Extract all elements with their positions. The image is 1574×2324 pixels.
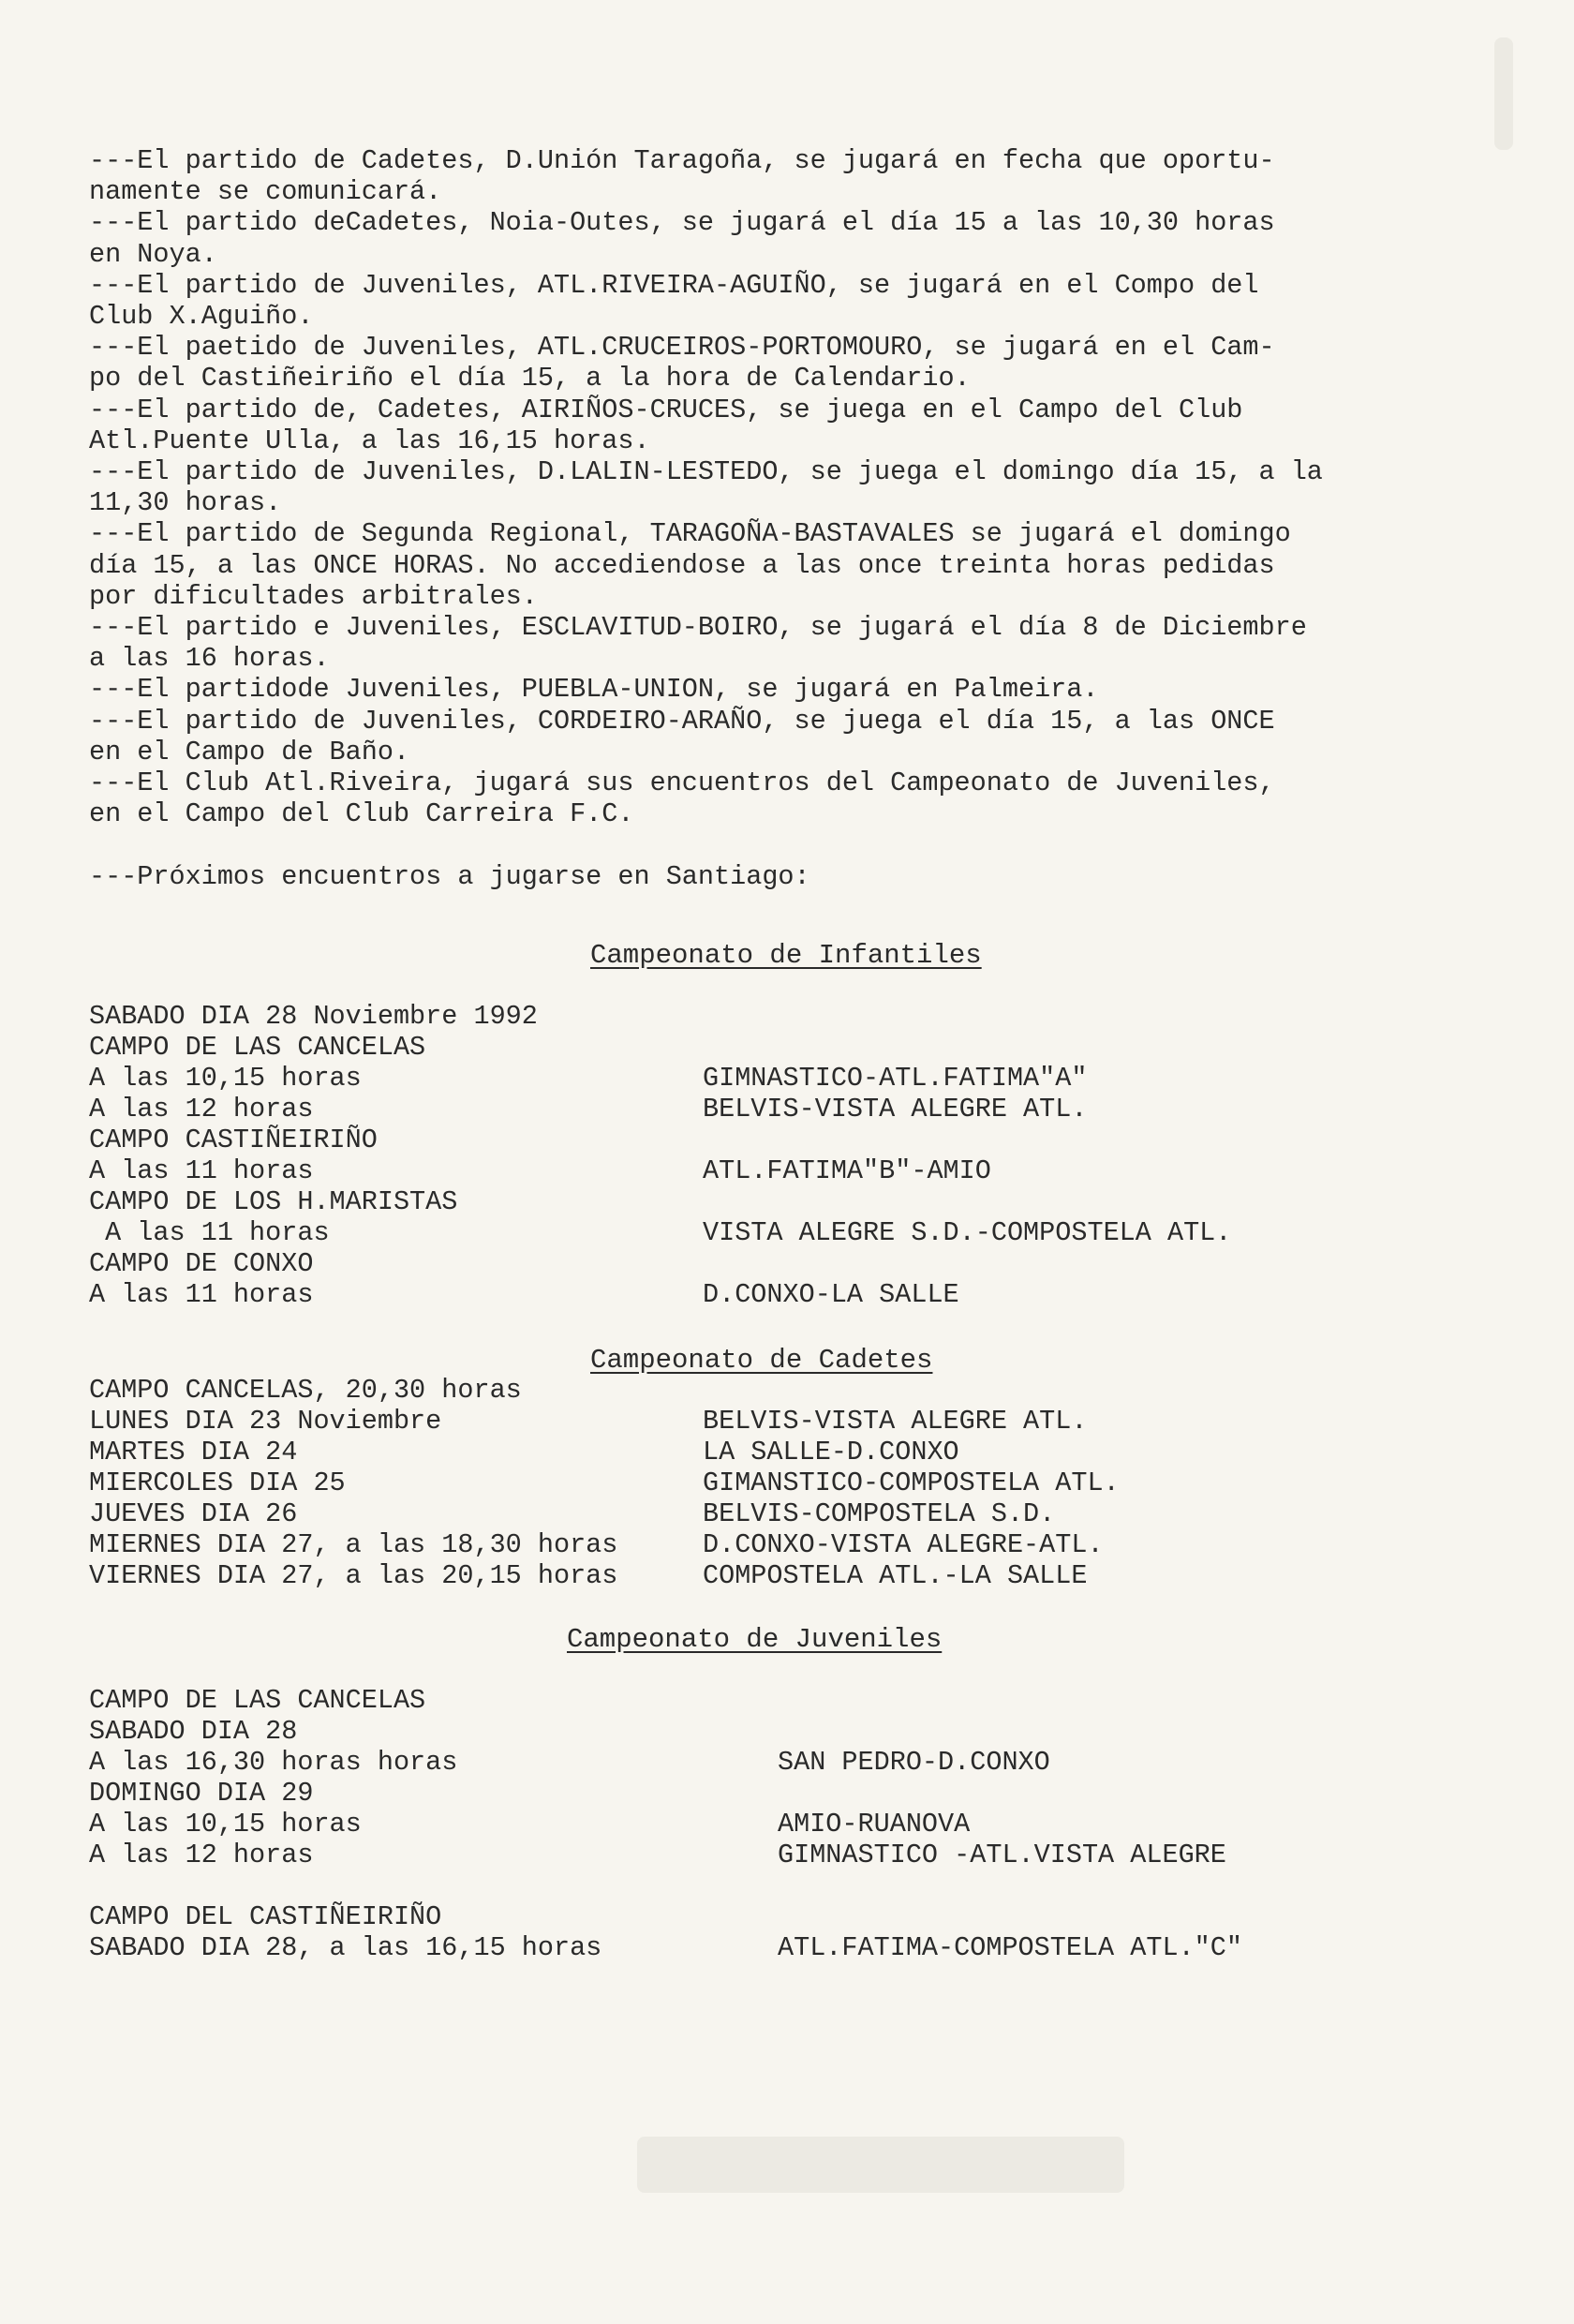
notice-line: 11,30 horas. (89, 487, 282, 519)
schedule-match: SAN PEDRO-D.CONXO (778, 1747, 1050, 1778)
schedule-match: GIMNASTICO-ATL.FATIMA"A" (703, 1063, 1088, 1094)
schedule-time: A las 16,30 horas horas (89, 1747, 458, 1778)
section-title-cadetes: Campeonato de Cadetes (590, 1345, 933, 1376)
schedule-time: CAMPO CASTIÑEIRIÑO (89, 1125, 378, 1155)
notice-line: en el Campo de Baño. (89, 736, 410, 767)
schedule-time: JUEVES DIA 26 (89, 1498, 298, 1529)
schedule-match: VISTA ALEGRE S.D.-COMPOSTELA ATL. (703, 1217, 1232, 1248)
notice-line: Atl.Puente Ulla, a las 16,15 horas. (89, 425, 650, 456)
paper-mark (1494, 37, 1513, 150)
notice-line: po del Castiñeiriño el día 15, a la hora de Calendario. (89, 363, 971, 395)
notice-line: ---El partido de Segunda Regional, TARAGOÑA-BASTAVALES se jugará el domingo (89, 518, 1291, 550)
schedule-match: LA SALLE-D.CONXO (703, 1437, 959, 1467)
notice-line: en el Campo del Club Carreira F.C. (89, 798, 634, 830)
schedule-time: SABADO DIA 28, a las 16,15 horas (89, 1932, 602, 1963)
schedule-time: SABADO DIA 28 Noviembre 1992 (89, 1001, 538, 1032)
notice-line: ---El partido de Juveniles, ATL.RIVEIRA-AGUIÑO, se jugará en el Compo del (89, 269, 1259, 301)
schedule-time: A las 11 horas (89, 1155, 314, 1186)
schedule-time: A las 11 horas (89, 1217, 330, 1248)
schedule-time: CAMPO DE CONXO (89, 1248, 314, 1279)
notice-line: ---El paetido de Juveniles, ATL.CRUCEIROS-PORTOMOURO, se jugará en el Cam- (89, 332, 1275, 364)
schedule-time: MARTES DIA 24 (89, 1437, 298, 1467)
schedule-time: LUNES DIA 23 Noviembre (89, 1406, 442, 1437)
schedule-time: CAMPO DE LOS H.MARISTAS (89, 1186, 458, 1217)
schedule-time: DOMINGO DIA 29 (89, 1778, 314, 1809)
schedule-time: CAMPO DE LAS CANCELAS (89, 1685, 426, 1716)
notice-line: ---El partido de Juveniles, D.LALIN-LESTEDO, se juega el domingo día 15, a la (89, 456, 1323, 487)
schedule-match: BELVIS-VISTA ALEGRE ATL. (703, 1094, 1088, 1125)
schedule-time: CAMPO DE LAS CANCELAS (89, 1032, 426, 1063)
section-title-infantiles: Campeonato de Infantiles (590, 940, 982, 971)
schedule-time: A las 11 horas (89, 1279, 314, 1310)
schedule-match: D.CONXO-VISTA ALEGRE-ATL. (703, 1529, 1104, 1560)
schedule-time: CAMPO CANCELAS, 20,30 horas (89, 1375, 522, 1406)
notice-line: ---El partido de Juveniles, CORDEIRO-ARAÑO, se juega el día 15, a las ONCE (89, 705, 1275, 737)
schedule-time: A las 10,15 horas (89, 1063, 362, 1094)
notice-line: ---El partidode Juveniles, PUEBLA-UNION, se jugará en Palmeira. (89, 674, 1099, 706)
schedule-time: MIERNES DIA 27, a las 18,30 horas (89, 1529, 618, 1560)
schedule-match: BELVIS-COMPOSTELA S.D. (703, 1498, 1056, 1529)
notice-line: Club X.Aguiño. (89, 301, 314, 332)
notice-line: ---El partido e Juveniles, ESCLAVITUD-BOIRO, se jugará el día 8 de Diciembre (89, 612, 1307, 643)
schedule-match: AMIO-RUANOVA (778, 1809, 971, 1840)
schedule-match: GIMANSTICO-COMPOSTELA ATL. (703, 1467, 1120, 1498)
notice-line: por dificultades arbitrales. (89, 580, 538, 612)
schedule-time: A las 10,15 horas (89, 1809, 362, 1840)
schedule-match: ATL.FATIMA-COMPOSTELA ATL."C" (778, 1932, 1242, 1963)
notice-line: ---El Club Atl.Riveira, jugará sus encuentros del Campeonato de Juveniles, (89, 767, 1275, 798)
notice-line: día 15, a las ONCE HORAS. No accediendose a las once treinta horas pedidas (89, 549, 1275, 581)
schedule-match: COMPOSTELA ATL.-LA SALLE (703, 1560, 1088, 1591)
schedule-match: D.CONXO-LA SALLE (703, 1279, 959, 1310)
schedule-time: A las 12 horas (89, 1094, 314, 1125)
schedule-time: A las 12 horas (89, 1840, 314, 1870)
schedule-time: SABADO DIA 28 (89, 1716, 298, 1747)
notice-line: ---El partido de Cadetes, D.Unión Taragoña, se jugará en fecha que oportu- (89, 145, 1275, 176)
schedule-time: CAMPO DEL CASTIÑEIRIÑO (89, 1901, 442, 1932)
notice-line: ---Próximos encuentros a jugarse en Santiago: (89, 860, 810, 892)
schedule-match: ATL.FATIMA"B"-AMIO (703, 1155, 991, 1186)
schedule-time: MIERCOLES DIA 25 (89, 1467, 346, 1498)
notice-line: ---El partido deCadetes, Noia-Outes, se jugará el día 15 a las 10,30 horas (89, 207, 1275, 239)
schedule-match: GIMNASTICO -ATL.VISTA ALEGRE (778, 1840, 1226, 1870)
notice-line: a las 16 horas. (89, 643, 330, 675)
notice-line: en Noya. (89, 238, 217, 270)
schedule-time: VIERNES DIA 27, a las 20,15 horas (89, 1560, 618, 1591)
section-title-juveniles: Campeonato de Juveniles (567, 1624, 943, 1655)
schedule-match: BELVIS-VISTA ALEGRE ATL. (703, 1406, 1088, 1437)
bleed-through (637, 2137, 1124, 2193)
notice-line: namente se comunicará. (89, 176, 442, 208)
notice-line: ---El partido de, Cadetes, AIRIÑOS-CRUCES, se juega en el Campo del Club (89, 394, 1243, 425)
